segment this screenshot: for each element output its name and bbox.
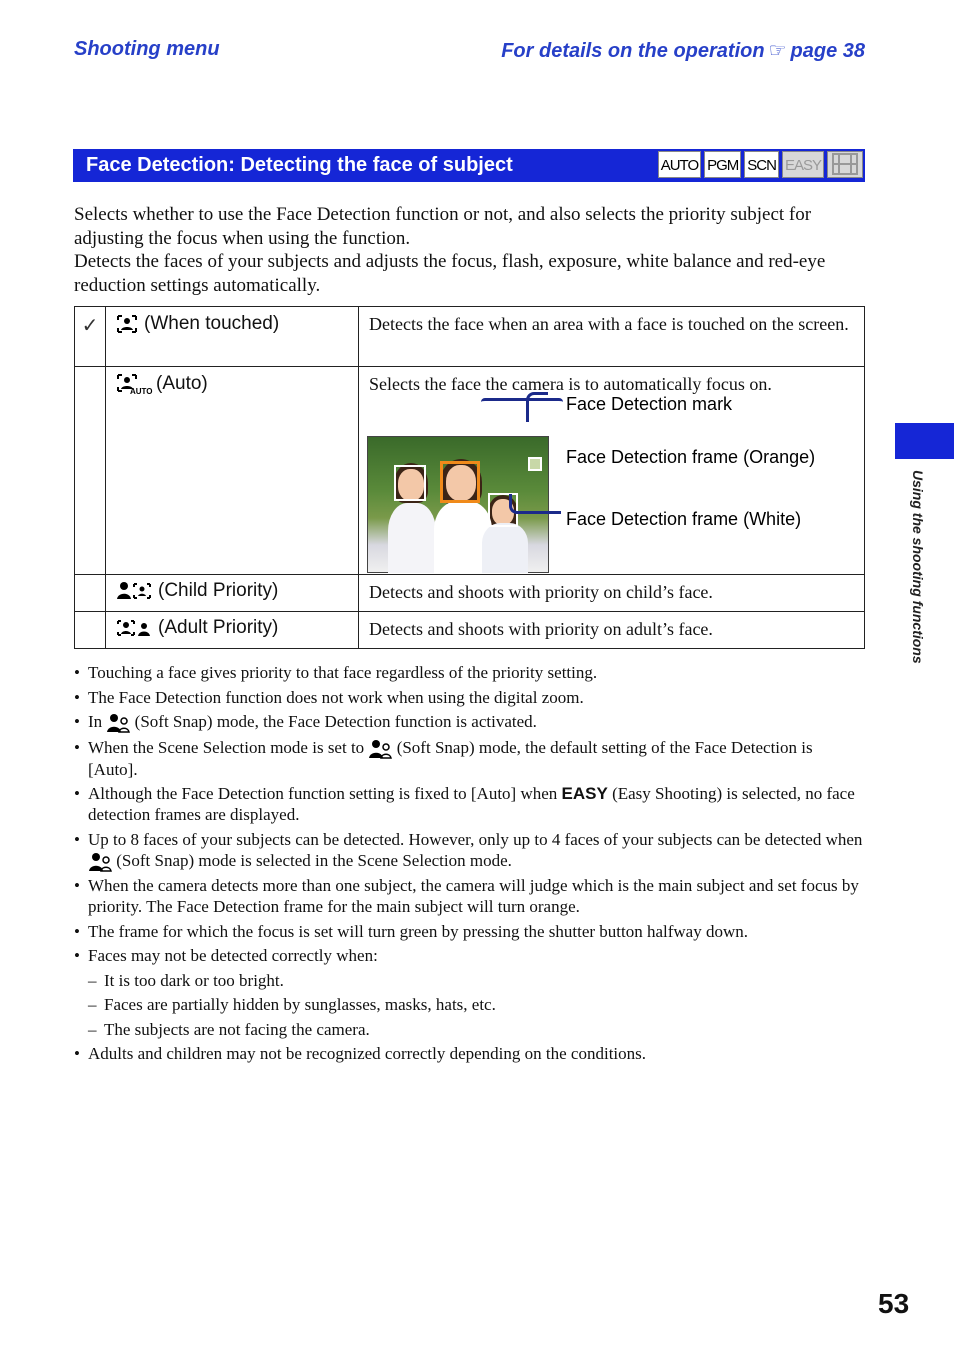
option-name: (Auto) [156, 373, 208, 394]
soft-snap-icon [106, 713, 130, 733]
option-description: Detects and shoots with priority on adult’s face. [359, 612, 865, 649]
leader-mark [526, 392, 548, 422]
mode-icons [658, 151, 863, 178]
intro-paragraph-2: Detects the faces of your subjects and adjusts the focus, flash, exposure, white balance and red-eye reduction settings automatically. [74, 251, 826, 296]
child-priority-icon [116, 581, 152, 601]
note-item: • The frame for which the focus is set will turn green by pressing the shutter button halfway down. [74, 921, 866, 942]
note-item: • Adults and children may not be recognized correctly depending on the conditions. [74, 1043, 866, 1064]
notes-list [74, 662, 866, 1068]
option-name: (When touched) [144, 313, 280, 334]
pointing-hand-icon: ☞ [768, 40, 787, 62]
option-description: Selects the face the camera is to automatically focus on. [369, 374, 772, 394]
face-auto-icon [116, 373, 153, 396]
note-item: • In (Soft Snap) mode, the Face Detection function is activated. [74, 711, 866, 733]
default-check-cell [75, 307, 106, 367]
mode-scn-icon: SCN [744, 151, 779, 178]
option-description: Detects the face when an area with a face is touched on the screen. [359, 307, 865, 367]
face-frame-white-left [394, 465, 426, 501]
face-detection-figure [369, 394, 854, 562]
page-title: Face Detection: Detecting the face of subject [86, 154, 513, 176]
option-description: Detects and shoots with priority on child’s face. [359, 575, 865, 612]
note-item: • The Face Detection function does not work when using the digital zoom. [74, 687, 866, 708]
face-detection-mark-icon [528, 457, 542, 471]
options-table [74, 306, 865, 649]
option-name: (Child Priority) [158, 580, 279, 601]
svg-text:AUTO: AUTO [130, 387, 153, 396]
note-item: • Up to 8 faces of your subjects can be detected. However, only up to 4 faces of your subjects can be detected when (Soft Snap) mode is selected in the Scene Selection mode. [74, 829, 866, 872]
face-frame-orange [440, 461, 480, 503]
chapter-tab [895, 423, 954, 459]
mode-easy-icon: EASY [782, 151, 824, 178]
intro-text [74, 203, 866, 297]
operation-ref-prefix: For details on the operation [501, 40, 765, 62]
note-item: • Although the Face Detection function setting is fixed to [Auto] when EASY (Easy Shooting) is selected, no face detection frames are displayed. [74, 783, 866, 825]
option-row-when-touched [75, 307, 865, 367]
mode-pgm-icon: PGM [704, 151, 741, 178]
soft-snap-icon [368, 739, 392, 759]
section-title: Shooting menu [74, 38, 220, 60]
face-touch-icon [116, 314, 138, 334]
title-bar [73, 149, 865, 182]
callout-frame-white: Face Detection frame (White) [566, 509, 802, 529]
operation-ref-page: page 38 [790, 40, 865, 62]
note-item: • Faces may not be detected correctly when: [74, 945, 866, 966]
intro-paragraph-1: Selects whether to use the Face Detection function or not, and also selects the priority subject for adjusting the focus when using the function. [74, 204, 812, 249]
soft-snap-icon [88, 852, 112, 872]
chapter-label: Using the shooting functions [910, 470, 926, 664]
mode-auto-icon: AUTO [658, 151, 701, 178]
option-name: (Adult Priority) [158, 617, 279, 638]
option-row-auto [75, 367, 865, 575]
note-subitem: – Faces are partially hidden by sunglasses, masks, hats, etc. [74, 994, 866, 1015]
callout-face-detection-mark: Face Detection mark [566, 394, 733, 414]
note-item: • When the Scene Selection mode is set to (Soft Snap) mode, the default setting of the Face Detection is [Auto]. [74, 737, 866, 780]
option-row-adult-priority [75, 612, 865, 649]
page-number: 53 [878, 1288, 910, 1319]
leader-orange [481, 398, 563, 406]
note-item: • Touching a face gives priority to that face regardless of the priority setting. [74, 662, 866, 683]
note-subitem: – The subjects are not facing the camera. [74, 1019, 866, 1040]
operation-reference [501, 38, 865, 63]
leader-white [509, 494, 561, 514]
note-item: • When the camera detects more than one subject, the camera will judge which is the main subject and set focus by priority. The Face Detection frame for the main subject will turn orange. [74, 875, 866, 917]
option-row-child-priority [75, 575, 865, 612]
adult-priority-icon [116, 618, 152, 638]
callout-frame-orange: Face Detection frame (Orange) [566, 447, 816, 467]
easy-mode-icon: EASY [561, 784, 608, 804]
note-subitem: – It is too dark or too bright. [74, 970, 866, 991]
checkmark-icon: ✓ [81, 315, 99, 337]
mode-movie-icon [827, 151, 863, 178]
